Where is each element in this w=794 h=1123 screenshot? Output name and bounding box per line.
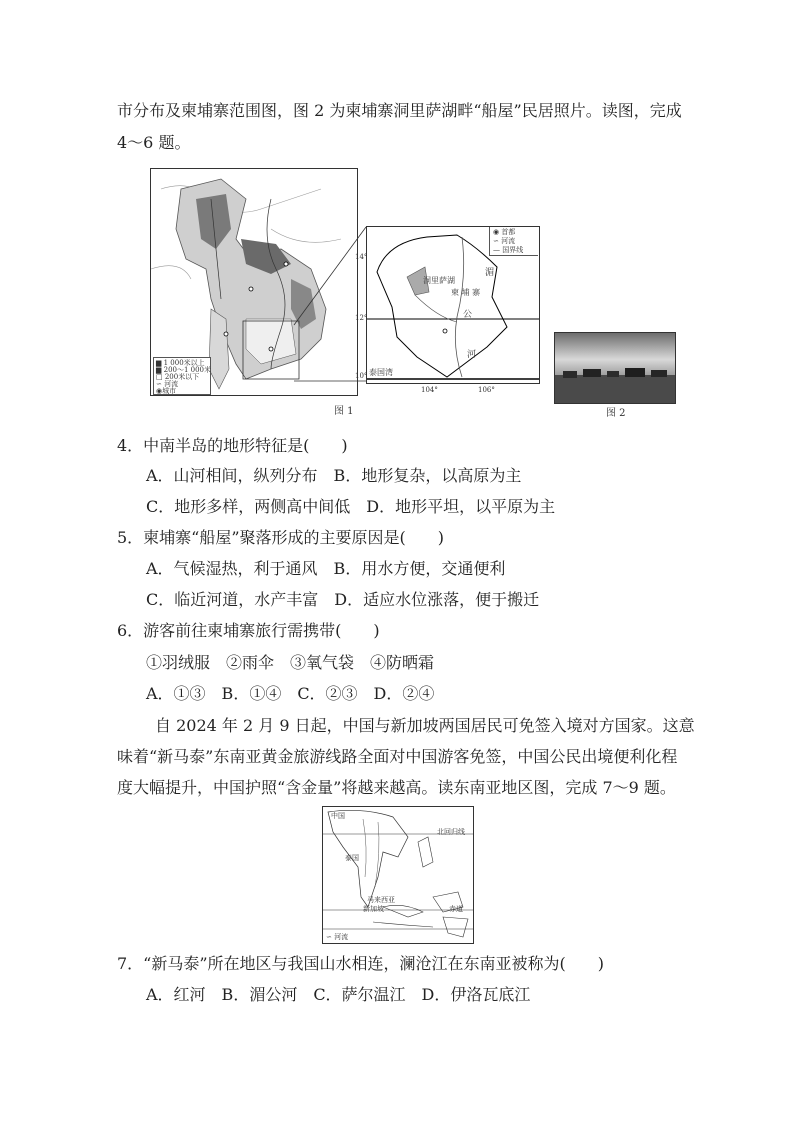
legend-item-5: ◉城市: [156, 387, 177, 395]
passage-line-1: 自 2024 年 2 月 9 日起，中国与新加坡两国居民可免签入境对方国家。这意: [155, 716, 695, 735]
legend-item-2: ▆ 200～1 000米: [156, 366, 212, 374]
passage-line-2: 味着“新马泰”东南亚黄金旅游线路全面对中国游客免签，中国公民出境便利化程: [117, 747, 678, 766]
q4-options-row1: A．山河相间，纵列分布 B．地形复杂，以高原为主: [146, 466, 522, 485]
map2-label-tropic: 北回归线: [437, 828, 465, 836]
inset-lat-14: 14°: [355, 253, 368, 261]
figure1-inset-map: [355, 226, 540, 384]
map2-label-singapore: 新加坡: [363, 905, 384, 913]
boathouse-photo-svg: [555, 333, 675, 403]
inset-river-char-1: 湄: [485, 268, 495, 278]
q7-stem: 7．“新马泰”所在地区与我国山水相连，澜沧江在东南亚被称为( ): [117, 954, 605, 973]
inset-lake-label: 洞里萨湖: [423, 276, 455, 285]
inset-gulf-label: 泰国湾: [369, 368, 393, 377]
q5-stem: 5．柬埔寨“船屋”聚落形成的主要原因是( ): [117, 528, 445, 547]
q6-stem: 6．游客前往柬埔寨旅行需携带( ): [117, 621, 380, 640]
map2-label-equator: 赤道: [449, 905, 463, 913]
legend-item-3: □ 200米以下: [156, 373, 200, 381]
figure2-boathouse-photo: [554, 332, 676, 404]
q6-items: ①羽绒服 ②雨伞 ③氧气袋 ④防晒霜: [146, 653, 435, 672]
map2-label-thailand: 泰国: [345, 854, 359, 862]
legend-item-4: ∽ 河流: [156, 380, 179, 388]
intro-line-2: 4～6 题。: [117, 133, 191, 152]
legend-item-1: ▆ 1 000米以上: [156, 359, 205, 367]
inset-connector-lines: [290, 225, 370, 385]
figure1-caption: 图 1: [334, 406, 354, 417]
inset-legend-capital: ◉ 首都: [493, 228, 516, 236]
inset-lat-12: 12°: [355, 314, 368, 322]
q4-stem: 4．中南半岛的地形特征是( ): [117, 436, 348, 455]
intro-line-1: 市分布及柬埔寨范围图，图 2 为柬埔寨洞里萨湖畔“船屋”民居照片。读图，完成: [117, 101, 682, 120]
inset-lat-10: 10°: [355, 372, 368, 380]
figure1-legend: [153, 357, 211, 395]
inset-legend-river: ∽ 河流: [493, 237, 516, 245]
map2-label-china: 中国: [331, 812, 345, 820]
inset-legend-border: — 国界线: [493, 246, 524, 254]
q7-options: A．红河 B．湄公河 C．萨尔温江 D．伊洛瓦底江: [146, 985, 531, 1004]
inset-legend: [489, 227, 538, 256]
q5-options-row1: A．气候湿热，利于通风 B．用水方便，交通便利: [146, 559, 506, 578]
inset-country-label: 柬 埔 寨: [451, 288, 481, 297]
inset-river-char-3: 河: [467, 350, 477, 360]
map2-label-malaysia: 马来西亚: [367, 896, 395, 904]
passage-line-3: 度大幅提升，中国护照“含金量”将越来越高。读东南亚地区图，完成 7～9 题。: [117, 778, 676, 797]
map2-legend-river: ∽ 河流: [326, 933, 349, 941]
q6-options: A．①③ B．①④ C．②③ D．②④: [146, 684, 435, 703]
inset-river-char-2: 公: [463, 310, 473, 320]
southeast-asia-map: [322, 806, 474, 944]
figure2-caption: 图 2: [606, 408, 626, 419]
q5-options-row2: C．临近河道，水产丰富 D．适应水位涨落，便于搬迁: [146, 590, 540, 609]
q4-options-row2: C．地形多样，两侧高中间低 D．地形平坦，以平原为主: [146, 497, 556, 516]
inset-lon-104: 104°: [421, 386, 438, 394]
inset-lon-106: 106°: [478, 386, 495, 394]
